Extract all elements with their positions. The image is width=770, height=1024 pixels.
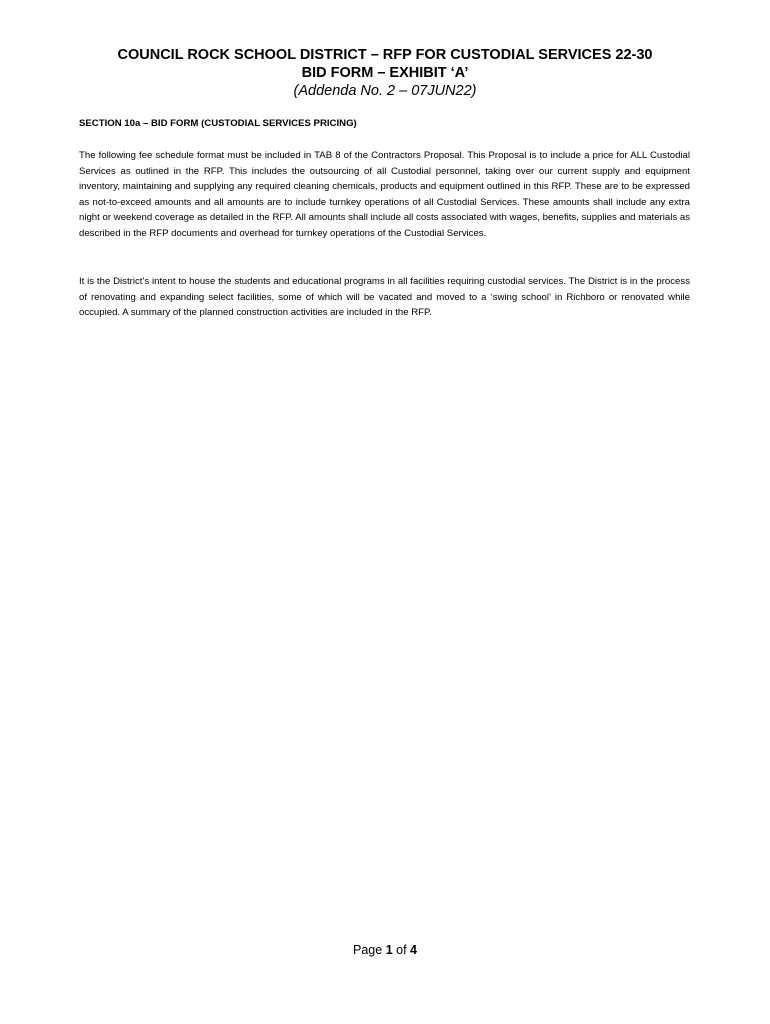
document-title: COUNCIL ROCK SCHOOL DISTRICT – RFP FOR CUSTODIAL SERVICES 22-30 bbox=[117, 47, 653, 63]
page-number: 1 bbox=[385, 943, 393, 957]
body-paragraph-fee-schedule: The following fee schedule format must be included in TAB 8 of the Contractors Proposal. This Proposal is to include a price for ALL Custodial Services as outlined in the RFP. This includes the outsourcing of all Custodial personnel, taking over our current supply and equipment inventory, maintaining and supplying any required cleaning chemicals, products and equipment outlined in this RFP. These are to be expressed as not-to-exceed amounts and all amounts are to include turnkey operations of all Custodial Services. These amounts shall include any extra night or weekend coverage as detailed in the RFP. All amounts shall include all costs associated with wages, benefits, supplies and materials as described in the RFP documents and overhead for turnkey operations of the Custodial Services. bbox=[79, 150, 690, 239]
page-label: Page bbox=[353, 943, 383, 957]
of-label: of bbox=[396, 943, 407, 957]
document-title-block bbox=[60, 46, 710, 101]
addenda-note: (Addenda No. 2 – 07JUN22) bbox=[293, 83, 477, 99]
document-subtitle: BID FORM – EXHIBIT ‘A’ bbox=[301, 65, 469, 81]
page-footer bbox=[0, 942, 770, 958]
page-total: 4 bbox=[410, 943, 417, 957]
body-paragraph-district-intent: It is the District’s intent to house the students and educational programs in all facilities requiring custodial services. The District is in the process of renovating and expanding select facilities, some of which will be vacated and moved to a ‘swing school’ in Richboro or renovated while occupied. A summary of the planned construction activities are included in the RFP. bbox=[79, 276, 690, 319]
section-heading: SECTION 10a – BID FORM (CUSTODIAL SERVICES PRICING) bbox=[79, 118, 357, 129]
